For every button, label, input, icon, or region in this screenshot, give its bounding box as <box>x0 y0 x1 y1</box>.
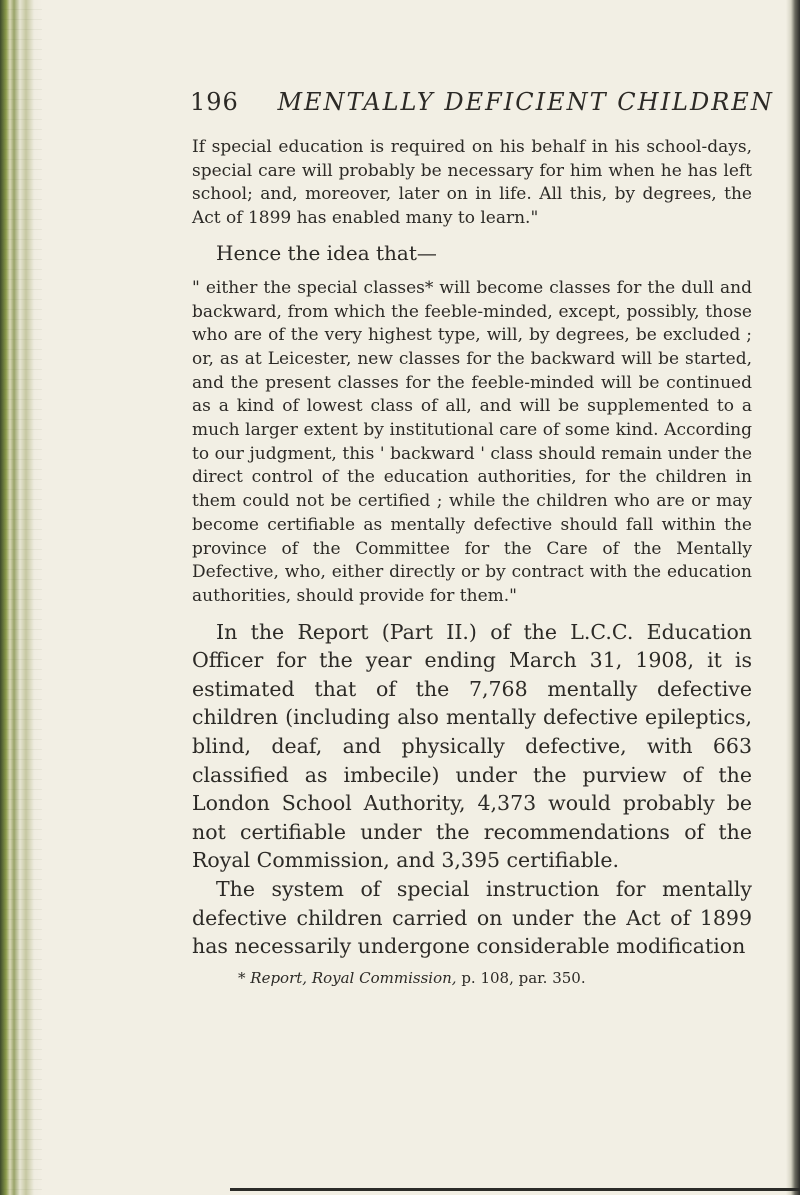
binding-stitching <box>0 0 42 1195</box>
footnote <box>192 967 752 989</box>
footnote-marker: * <box>238 968 251 987</box>
quote-paragraph-1: If special education is required on his behalf in his school-days, special care will probably be necessary for him when he has left school; and, moreover, later on in life. All this, by degrees, the Act of 1899 has enabled many to learn." <box>192 137 752 229</box>
page-number: 196 <box>190 88 239 116</box>
hence-line: Hence the idea that— <box>216 240 437 265</box>
body-paragraph-1: In the Report (Part II.) of the L.C.C. Education Officer for the year ending March 31, 1908, it is estimated that of the 7,768 mentally defective children (including also mentally defective epileptics, blind, deaf, and physically defective, with 663 classified as imbecile) under the purview of the London School Authority, 4,373 would probably be not certifiable under the recommendations of the Royal Commission, and 3,395 certifiable. <box>192 619 752 873</box>
body-paragraph-2: The system of special instruction for mentally defective children carried on under the Act of 1899 has necessarily undergone considerable modification <box>192 877 752 959</box>
page-body <box>192 136 752 989</box>
page-bottom-edge <box>230 1188 800 1191</box>
quote-paragraph-2: " either the special classes* will become classes for the dull and backward, from which the feeble-minded, except, possibly, those who are of the very highest type, will, by degrees, be excluded ; or, as at Leicester, new classes for the backward will be started, and the present classes for the feeble-minded will be continued as a kind of lowest class of all, and will be supplemented to a much larger extent by institutional care of some kind. According to our judgment, this ' backward ' class should remain under the direct control of the education authorities, for the children in them could not be certified ; while the children who are or may become certifiable as mentally defective should fall within the province of the Committee for the Care of the Mentally Defective, who, either directly or by contract with the education authorities, should provide for them." <box>192 277 752 606</box>
page-right-edge <box>786 0 800 1195</box>
page-header <box>190 88 774 116</box>
footnote-source: Report, Royal Commission, <box>250 968 462 987</box>
footnote-location: p. 108, par. 350. <box>461 968 586 987</box>
running-head: MENTALLY DEFICIENT CHILDREN <box>277 88 774 116</box>
